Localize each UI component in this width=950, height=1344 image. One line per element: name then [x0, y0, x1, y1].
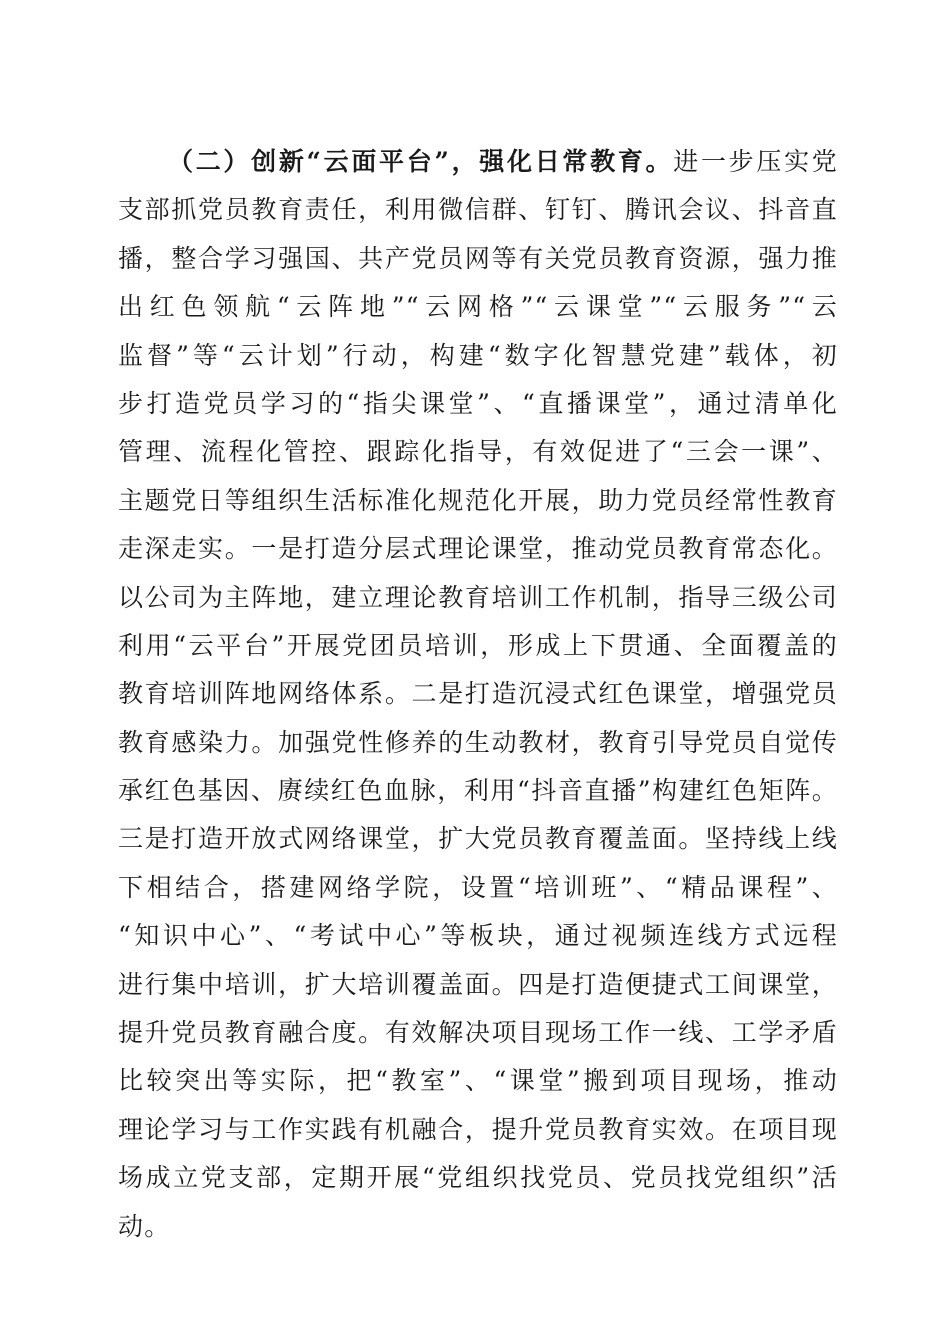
section-heading: （二）创新“云面平台”，强化日常教育。	[168, 147, 674, 176]
paragraph-line-21: 理论学习与工作实践有机融合，提升党员教育实效。在项目现	[118, 1114, 838, 1144]
paragraph-line-11: 利用“云平台”开展党团员培训，形成上下贯通、全面覆盖的	[118, 630, 838, 660]
paragraph-line-16: 下相结合，搭建网络学院，设置“培训班”、“精品课程”、	[118, 872, 838, 902]
paragraph-line-13: 教育感染力。加强党性修养的生动教材，教育引导党员自觉传	[118, 727, 838, 757]
paragraph-line-15: 三是打造开放式网络课堂，扩大党员教育覆盖面。坚持线上线	[118, 824, 838, 854]
paragraph-line-9: 走深走实。一是打造分层式理论课堂，推动党员教育常态化。	[118, 534, 838, 564]
paragraph-line-18: 进行集中培训，扩大培训覆盖面。四是打造便捷式工间课堂，	[118, 969, 838, 999]
paragraph-line-7: 管理、流程化管控、跟踪化指导，有效促进了“三会一课”、	[118, 437, 838, 467]
paragraph-line-19: 提升党员教育融合度。有效解决项目现场工作一线、工学矛盾	[118, 1018, 838, 1048]
paragraph-line-22: 场成立党支部，定期开展“党组织找党员、党员找党组织”活	[118, 1163, 838, 1193]
paragraph-line-5: 监督”等“云计划”行动，构建“数字化智慧党建”载体，初	[118, 340, 838, 370]
paragraph-line-2: 支部抓党员教育责任，利用微信群、钉钉、腾讯会议、抖音直	[118, 195, 838, 225]
paragraph-line-4: 出红色领航“云阵地”“云网格”“云课堂”“云服务”“云	[118, 292, 838, 322]
paragraph-line-23: 动。	[118, 1211, 171, 1241]
paragraph-line-10: 以公司为主阵地，建立理论教育培训工作机制，指导三级公司	[118, 582, 838, 612]
paragraph-line-6: 步打造党员学习的“指尖课堂”、“直播课堂”，通过清单化	[118, 388, 838, 418]
paragraph-line-17: “知识中心”、“考试中心”等板块，通过视频连线方式远程	[118, 921, 838, 951]
paragraph-line-20: 比较突出等实际，把“教室”、“课堂”搬到项目现场，推动	[118, 1066, 838, 1096]
paragraph-line-1	[118, 138, 838, 186]
paragraph-line-8: 主题党日等组织生活标准化规范化开展，助力党员经常性教育	[118, 485, 838, 515]
paragraph-line-3: 播，整合学习强国、共产党员网等有关党员教育资源，强力推	[118, 243, 838, 273]
paragraph-line-12: 教育培训阵地网络体系。二是打造沉浸式红色课堂，增强党员	[118, 679, 838, 709]
paragraph-line-14: 承红色基因、赓续红色血脉，利用“抖音直播”构建红色矩阵。	[118, 776, 838, 806]
document-body	[118, 138, 838, 1251]
paragraph-text: 进一步压实党	[673, 147, 838, 176]
